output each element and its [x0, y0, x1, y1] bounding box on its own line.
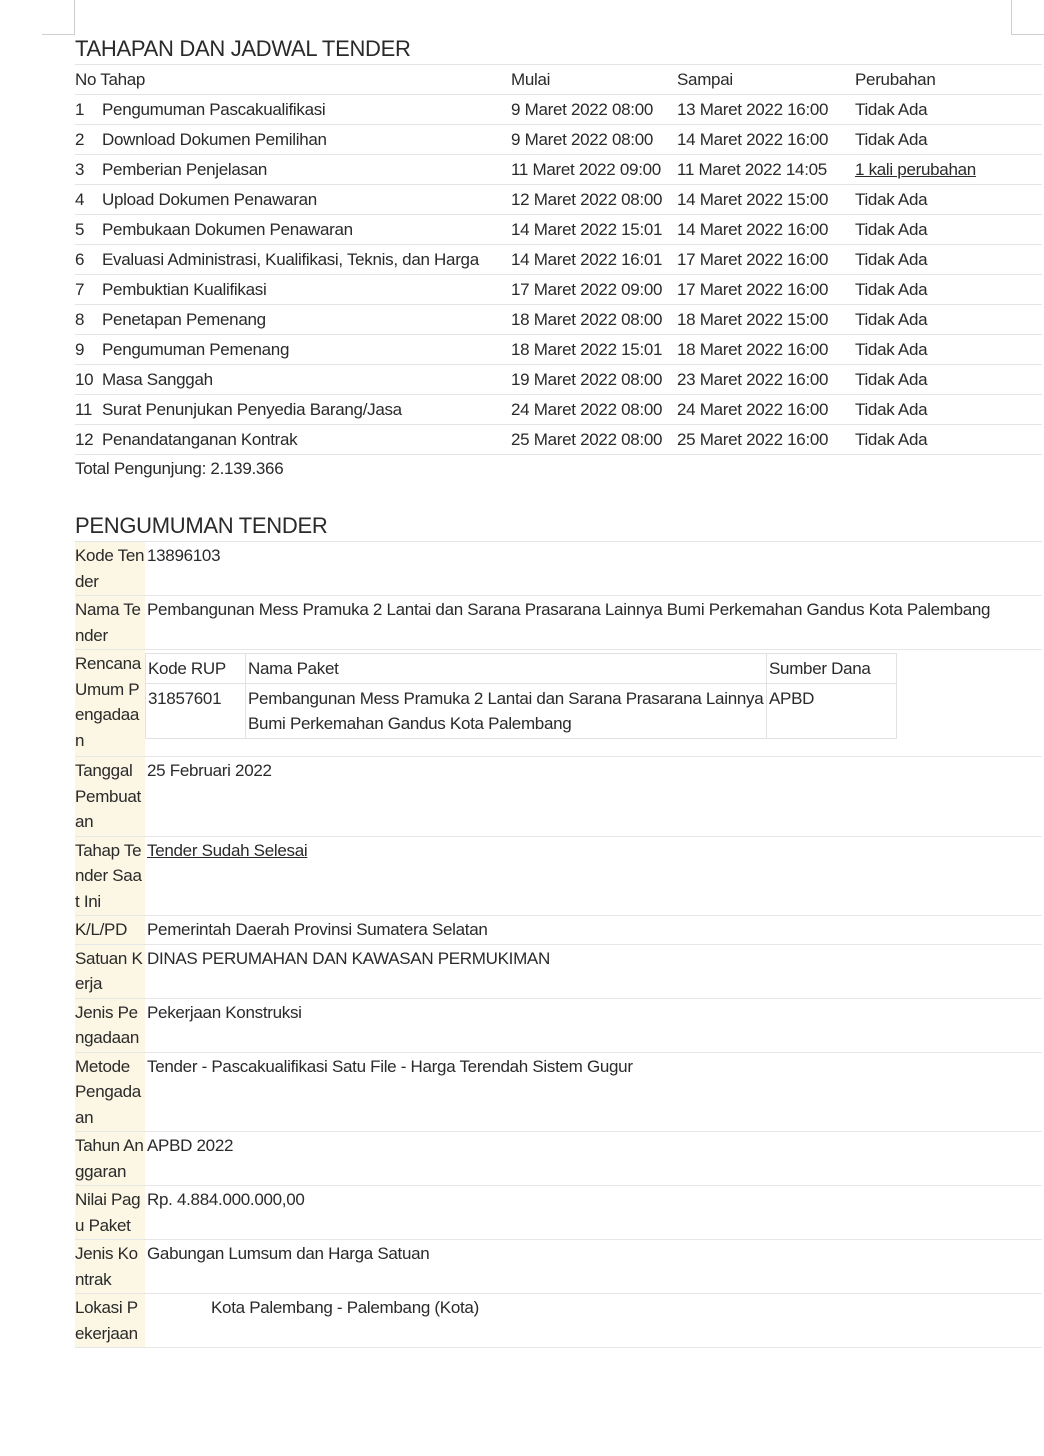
schedule-row [75, 185, 1042, 215]
value-satuan-kerja: DINAS PERUMAHAN DAN KAWASAN PERMUKIMAN [145, 944, 1042, 998]
schedule-row-sampai: 24 Maret 2022 16:00 [677, 395, 855, 425]
row-rup [75, 650, 1042, 757]
row-klpd [75, 916, 1042, 945]
value-jenis-pengadaan: Pekerjaan Konstruksi [145, 998, 1042, 1052]
row-satuan-kerja [75, 944, 1042, 998]
value-klpd: Pemerintah Daerah Provinsi Sumatera Selatan [145, 916, 1042, 945]
schedule-row-sampai: 17 Maret 2022 16:00 [677, 245, 855, 275]
schedule-row-sampai: 11 Maret 2022 14:05 [677, 155, 855, 185]
schedule-row-mulai: 11 Maret 2022 09:00 [511, 155, 677, 185]
value-jenis-kontrak: Gabungan Lumsum dan Harga Satuan [145, 1240, 1042, 1294]
schedule-row [75, 215, 1042, 245]
schedule-row-sampai: 14 Maret 2022 15:00 [677, 185, 855, 215]
page-corner-mark-right [1011, 0, 1044, 35]
schedule-row-tahap: Penandatanganan Kontrak [102, 425, 511, 455]
schedule-row-perubahan: Tidak Ada [855, 395, 1042, 425]
schedule-row-tahap: Upload Dokumen Penawaran [102, 185, 511, 215]
schedule-row [75, 245, 1042, 275]
schedule-row [75, 365, 1042, 395]
rup-header-sumber: Sumber Dana [767, 654, 897, 684]
schedule-row-no: 12 [75, 425, 102, 455]
row-jenis-pengadaan [75, 998, 1042, 1052]
schedule-title: TAHAPAN DAN JADWAL TENDER [75, 36, 1042, 65]
header-no-tahap: No Tahap [75, 65, 511, 95]
schedule-row-perubahan: Tidak Ada [855, 335, 1042, 365]
label-tanggal-pembuatan: Tanggal Pembuatan [75, 757, 145, 837]
schedule-row-tahap: Penetapan Pemenang [102, 305, 511, 335]
schedule-row-perubahan: Tidak Ada [855, 245, 1042, 275]
announcement-table [75, 542, 1042, 1348]
schedule-row-perubahan: Tidak Ada [855, 425, 1042, 455]
perubahan-link[interactable]: 1 kali perubahan [855, 159, 976, 179]
visitor-count: Total Pengunjung: 2.139.366 [75, 459, 284, 478]
schedule-row-mulai: 14 Maret 2022 16:01 [511, 245, 677, 275]
row-lokasi [75, 1294, 1042, 1348]
rup-nama: Pembangunan Mess Pramuka 2 Lantai dan Sarana Prasarana Lainnya Bumi Perkemahan Gandus Kota Palembang [246, 684, 767, 739]
schedule-row-no: 3 [75, 155, 102, 185]
schedule-row-sampai: 14 Maret 2022 16:00 [677, 125, 855, 155]
schedule-row [75, 395, 1042, 425]
schedule-row-mulai: 14 Maret 2022 15:01 [511, 215, 677, 245]
schedule-row [75, 95, 1042, 125]
schedule-row-mulai: 17 Maret 2022 09:00 [511, 275, 677, 305]
schedule-row-perubahan: Tidak Ada [855, 185, 1042, 215]
label-lokasi: Lokasi Pekerjaan [75, 1294, 145, 1348]
schedule-row-sampai: 18 Maret 2022 15:00 [677, 305, 855, 335]
value-nilai-pagu: Rp. 4.884.000.000,00 [145, 1186, 1042, 1240]
schedule-row-tahap: Surat Penunjukan Penyedia Barang/Jasa [102, 395, 511, 425]
schedule-row-no: 9 [75, 335, 102, 365]
value-tahap-tender-cell [145, 836, 1042, 916]
value-tanggal-pembuatan: 25 Februari 2022 [145, 757, 1042, 837]
schedule-row-perubahan-cell [855, 155, 1042, 185]
schedule-row [75, 155, 1042, 185]
schedule-row-mulai: 18 Maret 2022 08:00 [511, 305, 677, 335]
schedule-row [75, 275, 1042, 305]
label-rup: Rencana Umum Pengadaan [75, 650, 145, 757]
schedule-row-tahap: Pengumuman Pascakualifikasi [102, 95, 511, 125]
schedule-row-no: 7 [75, 275, 102, 305]
schedule-row-mulai: 24 Maret 2022 08:00 [511, 395, 677, 425]
row-tanggal-pembuatan [75, 757, 1042, 837]
announcement-title: PENGUMUMAN TENDER [75, 513, 1042, 542]
schedule-row-tahap: Pembuktian Kualifikasi [102, 275, 511, 305]
schedule-row-no: 1 [75, 95, 102, 125]
schedule-row-tahap: Pemberian Penjelasan [102, 155, 511, 185]
row-jenis-kontrak [75, 1240, 1042, 1294]
schedule-row [75, 425, 1042, 455]
label-klpd: K/L/PD [75, 916, 145, 945]
schedule-row-mulai: 12 Maret 2022 08:00 [511, 185, 677, 215]
schedule-row-mulai: 9 Maret 2022 08:00 [511, 125, 677, 155]
schedule-row-tahap: Pengumuman Pemenang [102, 335, 511, 365]
label-tahun-anggaran: Tahun Anggaran [75, 1132, 145, 1186]
rup-header-row [146, 654, 897, 684]
schedule-row-perubahan: Tidak Ada [855, 275, 1042, 305]
label-jenis-kontrak: Jenis Kontrak [75, 1240, 145, 1294]
value-nama-tender: Pembangunan Mess Pramuka 2 Lantai dan Sarana Prasarana Lainnya Bumi Perkemahan Gandus Kota Palembang [145, 596, 1042, 650]
row-kode-tender [75, 542, 1042, 596]
schedule-row-no: 11 [75, 395, 102, 425]
schedule-row-mulai: 18 Maret 2022 15:01 [511, 335, 677, 365]
schedule-row [75, 125, 1042, 155]
row-nilai-pagu [75, 1186, 1042, 1240]
schedule-row-tahap: Pembukaan Dokumen Penawaran [102, 215, 511, 245]
label-tahap-tender: Tahap Tender Saat Ini [75, 836, 145, 916]
rup-header-nama: Nama Paket [246, 654, 767, 684]
rup-table [145, 653, 897, 739]
schedule-row-perubahan: Tidak Ada [855, 365, 1042, 395]
schedule-row-sampai: 14 Maret 2022 16:00 [677, 215, 855, 245]
schedule-row [75, 335, 1042, 365]
schedule-row-no: 4 [75, 185, 102, 215]
schedule-row-tahap: Download Dokumen Pemilihan [102, 125, 511, 155]
schedule-row-no: 10 [75, 365, 102, 395]
label-nama-tender: Nama Tender [75, 596, 145, 650]
schedule-row-sampai: 13 Maret 2022 16:00 [677, 95, 855, 125]
rup-data-row [146, 684, 897, 739]
value-lokasi: Kota Palembang - Palembang (Kota) [145, 1294, 1042, 1348]
schedule-row-mulai: 19 Maret 2022 08:00 [511, 365, 677, 395]
schedule-row-mulai: 9 Maret 2022 08:00 [511, 95, 677, 125]
row-tahap-tender [75, 836, 1042, 916]
schedule-row [75, 305, 1042, 335]
header-perubahan: Perubahan [855, 65, 1042, 95]
schedule-header-row [75, 65, 1042, 95]
value-metode-pengadaan: Tender - Pascakualifikasi Satu File - Harga Terendah Sistem Gugur [145, 1052, 1042, 1132]
rup-kode: 31857601 [146, 684, 246, 739]
value-rup [145, 650, 1042, 757]
label-kode-tender: Kode Tender [75, 542, 145, 596]
schedule-row-perubahan: Tidak Ada [855, 215, 1042, 245]
page-corner-mark-left [42, 0, 75, 35]
label-satuan-kerja: Satuan Kerja [75, 944, 145, 998]
schedule-section [75, 36, 1042, 479]
schedule-row-no: 8 [75, 305, 102, 335]
schedule-row-no: 5 [75, 215, 102, 245]
header-sampai: Sampai [677, 65, 855, 95]
value-tahun-anggaran: APBD 2022 [145, 1132, 1042, 1186]
rup-header-kode: Kode RUP [146, 654, 246, 684]
row-tahun-anggaran [75, 1132, 1042, 1186]
value-kode-tender: 13896103 [145, 542, 1042, 596]
announcement-section [75, 513, 1042, 1348]
schedule-row-perubahan: Tidak Ada [855, 125, 1042, 155]
schedule-row-no: 2 [75, 125, 102, 155]
schedule-row-tahap: Masa Sanggah [102, 365, 511, 395]
schedule-row-no: 6 [75, 245, 102, 275]
schedule-row-sampai: 25 Maret 2022 16:00 [677, 425, 855, 455]
schedule-row-perubahan: Tidak Ada [855, 95, 1042, 125]
schedule-row-sampai: 17 Maret 2022 16:00 [677, 275, 855, 305]
label-jenis-pengadaan: Jenis Pengadaan [75, 998, 145, 1052]
schedule-row-sampai: 18 Maret 2022 16:00 [677, 335, 855, 365]
schedule-table [75, 65, 1042, 455]
schedule-row-mulai: 25 Maret 2022 08:00 [511, 425, 677, 455]
label-metode-pengadaan: Metode Pengadaan [75, 1052, 145, 1132]
rup-sumber: APBD [767, 684, 897, 739]
row-metode-pengadaan [75, 1052, 1042, 1132]
schedule-row-sampai: 23 Maret 2022 16:00 [677, 365, 855, 395]
schedule-row-perubahan: Tidak Ada [855, 305, 1042, 335]
tahap-tender-link[interactable]: Tender Sudah Selesai [147, 840, 308, 860]
header-mulai: Mulai [511, 65, 677, 95]
row-nama-tender [75, 596, 1042, 650]
schedule-row-tahap: Evaluasi Administrasi, Kualifikasi, Teknis, dan Harga [102, 245, 511, 275]
label-nilai-pagu: Nilai Pagu Paket [75, 1186, 145, 1240]
